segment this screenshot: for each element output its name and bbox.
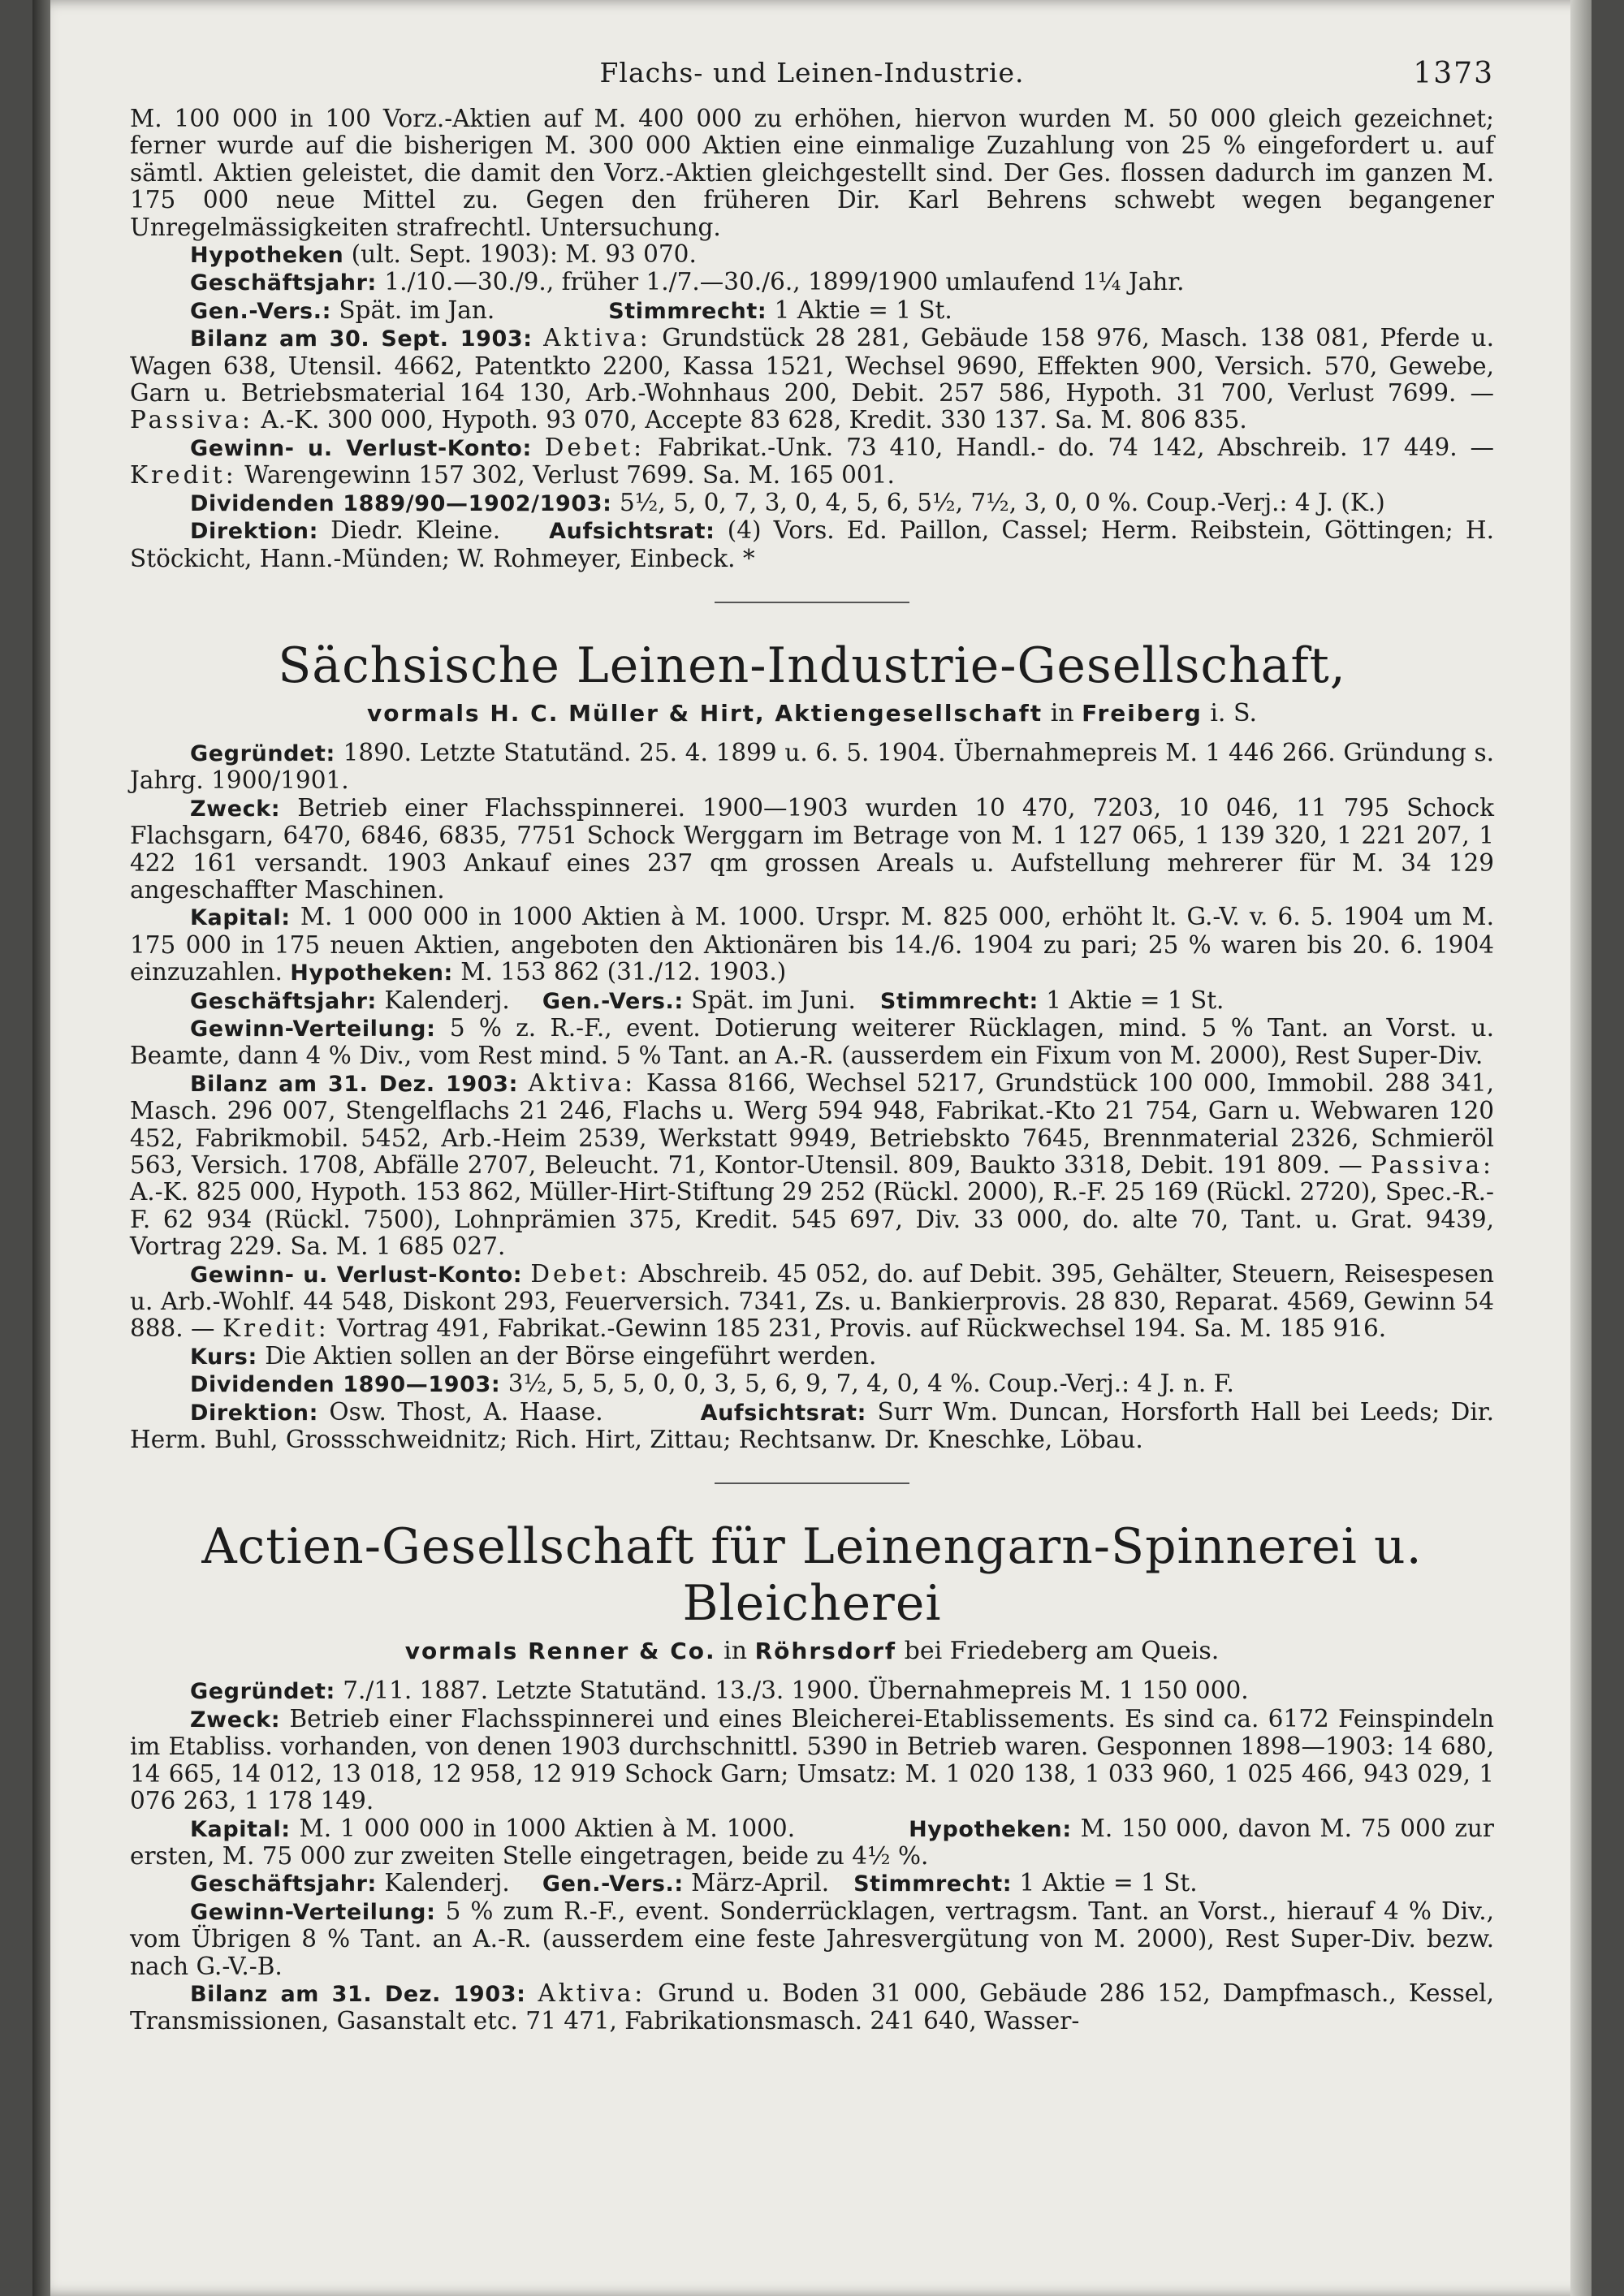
label-zweck: Zweck: bbox=[190, 796, 281, 822]
aktiva-word: Aktiva: bbox=[543, 324, 651, 352]
bilanz-aktiva-text: Grund u. Boden 31 000, Gebäude 286 152, Dampfmasch., Kessel, Transmissionen, Gasanstalt etc. 71 471, Fabrikationsmasch. 241 640, Wasser- bbox=[130, 1979, 1494, 2035]
kredit-word: Kredit: bbox=[222, 1314, 330, 1343]
label-kapital: Kapital: bbox=[190, 1816, 291, 1842]
section-divider bbox=[715, 1482, 909, 1484]
section-divider bbox=[715, 602, 909, 603]
label-gegruendet: Gegründet: bbox=[190, 1679, 335, 1705]
guv-debet-text: Fabrikat.-Unk. 73 410, Handl.- do. 74 142, Abschreib. 17 449. — bbox=[645, 433, 1494, 461]
dividenden-line bbox=[130, 1370, 1494, 1398]
company-title: Actien-Gesellschaft für Leinengarn-Spinnerei u. Bleicherei bbox=[201, 1518, 1423, 1633]
genvers-text: März-April. bbox=[683, 1869, 830, 1897]
kapital-paragraph bbox=[130, 904, 1494, 986]
guv-paragraph bbox=[130, 1261, 1494, 1343]
geschaeftsjahr-line bbox=[130, 987, 1494, 1015]
geschaeftsjahr-text: Kalenderj. bbox=[376, 1869, 510, 1897]
zweck-paragraph bbox=[130, 795, 1494, 904]
subtitle-former-name: vormals Renner & Co. bbox=[404, 1638, 716, 1665]
direktion-text: Osw. Thost, A. Haase. bbox=[317, 1397, 603, 1426]
label-genvers: Gen.-Vers.: bbox=[542, 1871, 684, 1897]
label-geschaeftsjahr: Geschäftsjahr: bbox=[190, 270, 377, 296]
direktion-paragraph bbox=[130, 1399, 1494, 1454]
subtitle-city: Freiberg bbox=[1082, 699, 1203, 727]
aufsichtsrat-text: (4) Vors. Ed. Paillon, Cassel; Herm. Reibstein, Göttingen; H. Stöckicht, Hann.-Münden; W. Rohmeyer, Einbeck. * bbox=[130, 516, 1494, 572]
label-dividenden: Dividenden 1890—1903: bbox=[190, 1372, 501, 1398]
bilanz-paragraph bbox=[130, 1980, 1494, 2035]
intro-paragraph: M. 100 000 in 100 Vorz.-Aktien auf M. 400 000 zu erhöhen, hiervon wurden M. 50 000 gleich gezeichnet; ferner wurde auf die bisherigen M. 300 000 Aktien eine einmalige Zuzahlung von 25 % eingefordert u. auf sämtl. Aktien geleistet, die damit den Vorz.-Aktien gleichgestellt sind. Der Ges. flossen dadurch im ganzen M. 175 000 neue Mittel zu. Gegen den früheren Dir. Karl Behrens schwebt wegen begangener Unregelmässigkeiten strafrechtl. Untersuchung. bbox=[130, 105, 1494, 241]
label-direktion: Direktion: bbox=[190, 519, 318, 545]
zweck-text: Betrieb einer Flachsspinnerei und eines Bleicherei-Etablissements. Es sind ca. 6172 Feinspindeln im Etabliss. vorhanden, von denen 1903 durchschnittl. 5390 in Betrieb waren. Gesponnen 1898—1903: 14 680, 14 665, 14 012, 13 018, 12 958, 12 919 Schock Garn; Umsatz: M. 1 020 138, 1 033 960, 1 025 466, 943 029, 1 076 263, 1 178 149. bbox=[130, 1704, 1494, 1815]
aktiva-word: Aktiva: bbox=[528, 1068, 637, 1097]
label-bilanz: Bilanz am 31. Dez. 1903: bbox=[190, 1071, 518, 1097]
guv-kredit-text: Warengewinn 157 302, Verlust 7699. Sa. M. 165 001. bbox=[236, 461, 895, 490]
genvers-text: Spät. im Juni. bbox=[683, 986, 856, 1014]
gegruendet-text: 1890. Letzte Statutänd. 25. 4. 1899 u. 6. 5. 1904. Übernahmepreis M. 1 446 266. Gründung s. Jahrg. 1900/1901. bbox=[130, 738, 1494, 795]
geschaeftsjahr-line bbox=[130, 1870, 1494, 1897]
label-dividenden: Dividenden 1889/90—1902/1903: bbox=[190, 490, 612, 516]
label-hypotheken: Hypotheken: bbox=[290, 960, 453, 986]
company-title: Sächsische Leinen-Industrie-Gesellschaft, bbox=[278, 637, 1346, 694]
aktiva-word: Aktiva: bbox=[538, 1979, 646, 2007]
genvers-line bbox=[130, 297, 1494, 325]
running-title: Flachs- und Leinen-Industrie. bbox=[599, 57, 1025, 88]
label-guv: Gewinn- u. Verlust-Konto: bbox=[190, 1262, 523, 1288]
stimmrecht-text: 1 Aktie = 1 St. bbox=[1038, 986, 1224, 1014]
label-hypotheken: Hypotheken bbox=[190, 243, 344, 269]
kapital-paragraph bbox=[130, 1815, 1494, 1871]
label-gewinnverteilung: Gewinn-Verteilung: bbox=[190, 1016, 436, 1042]
subtitle-suffix: bei Friedeberg am Queis. bbox=[896, 1637, 1220, 1666]
subtitle-in: in bbox=[715, 1637, 755, 1666]
label-aufsichtsrat: Aufsichtsrat: bbox=[700, 1400, 867, 1426]
gegruendet-text: 7./11. 1887. Letzte Statutänd. 13./3. 1900. Übernahmepreis M. 1 150 000. bbox=[335, 1677, 1249, 1705]
label-stimmrecht: Stimmrecht: bbox=[608, 298, 767, 324]
label-genvers: Gen.-Vers.: bbox=[542, 988, 684, 1014]
label-aufsichtsrat: Aufsichtsrat: bbox=[549, 519, 715, 545]
debet-word: Debet: bbox=[530, 1259, 631, 1288]
kurs-line bbox=[130, 1343, 1494, 1370]
bilanz-paragraph bbox=[130, 1070, 1494, 1261]
direktion-paragraph bbox=[130, 517, 1494, 572]
direktion-text: Diedr. Kleine. bbox=[317, 516, 501, 545]
label-hypotheken: Hypotheken: bbox=[909, 1816, 1072, 1842]
page-content bbox=[130, 57, 1494, 2035]
label-zweck: Zweck: bbox=[190, 1707, 281, 1733]
subtitle-city: Röhrsdorf bbox=[754, 1638, 897, 1665]
company-subtitle bbox=[130, 699, 1494, 728]
gewinnverteilung-paragraph bbox=[130, 1015, 1494, 1070]
kredit-word: Kredit: bbox=[130, 461, 237, 490]
stimmrecht-text: 1 Aktie = 1 St. bbox=[1012, 1869, 1198, 1897]
hypotheken-line bbox=[130, 241, 1494, 269]
bilanz-paragraph bbox=[130, 325, 1494, 434]
bilanz-passiva-text: A.-K. 300 000, Hypoth. 93 070, Accepte 83 628, Kredit. 330 137. Sa. M. 806 835. bbox=[253, 406, 1247, 434]
label-bilanz: Bilanz am 31. Dez. 1903: bbox=[190, 1981, 526, 2007]
gewinnverteilung-paragraph bbox=[130, 1898, 1494, 1980]
bilanz-aktiva-text: Grundstück 28 281, Gebäude 158 976, Masch. 138 081, Pferde u. Wagen 638, Utensil. 4662, Patentkto 2200, Kassa 1521, Wechsel 9690, Effekten 900, Versich. 570, Gewebe, Garn u. Betriebsmaterial 164 130, Arb.-Wohnhaus 200, Debit. 257 586, Hypoth. 31 700, Verlust 7699. — bbox=[130, 324, 1494, 408]
label-geschaeftsjahr: Geschäftsjahr: bbox=[190, 988, 377, 1014]
scanned-page bbox=[32, 0, 1592, 2296]
entry-continuation bbox=[130, 106, 1494, 572]
subtitle-in: in bbox=[1043, 698, 1082, 727]
company-subtitle bbox=[130, 1637, 1494, 1666]
guv-debet-text: Abschreib. 45 052, do. auf Debit. 395, Gehälter, Steuern, Reisespesen u. Arb.-Wohlf. 44 548, Diskont 293, Feuerversich. 7341, Zs. u. Bankierprovis. 28 830, Reparat. 4569, Gewinn 54 888. — bbox=[130, 1259, 1494, 1343]
hypotheken-text: M. 153 862 (31./12. 1903.) bbox=[452, 958, 787, 986]
running-header bbox=[130, 57, 1494, 106]
label-guv: Gewinn- u. Verlust-Konto: bbox=[190, 435, 532, 461]
gegruendet-paragraph bbox=[130, 1677, 1494, 1705]
zweck-paragraph bbox=[130, 1706, 1494, 1815]
label-gewinnverteilung: Gewinn-Verteilung: bbox=[190, 1899, 436, 1925]
label-stimmrecht: Stimmrecht: bbox=[879, 988, 1039, 1014]
subtitle-suffix: i. S. bbox=[1202, 698, 1258, 727]
passiva-word: Passiva: bbox=[1370, 1151, 1494, 1179]
zweck-text: Betrieb einer Flachsspinnerei. 1900—1903 wurden 10 470, 7203, 10 046, 11 795 Schock Flachsgarn, 6470, 6846, 6835, 7751 Schock Werggarn im Betrage von M. 1 127 065, 1 139 320, 1 221 207, 1 422 161 versandt. 1903 Ankauf eines 237 qm grossen Areals u. Aufstellung mehrerer für M. 34 129 angeschaffter Maschinen. bbox=[130, 793, 1494, 904]
geschaeftsjahr-text: 1./10.—30./9., früher 1./7.—30./6., 1899/1900 umlaufend 1¼ Jahr. bbox=[376, 268, 1185, 296]
kapital-text: M. 1 000 000 in 1000 Aktien à M. 1000. bbox=[290, 1814, 796, 1842]
geschaeftsjahr-text: Kalenderj. bbox=[376, 986, 510, 1014]
page-edge bbox=[1570, 0, 1592, 2296]
guv-paragraph bbox=[130, 434, 1494, 490]
passiva-word: Passiva: bbox=[130, 406, 254, 434]
hypotheken-text: (ult. Sept. 1903): M. 93 070. bbox=[343, 240, 697, 269]
genvers-text: Spät. im Jan. bbox=[330, 296, 495, 324]
book-gutter bbox=[32, 0, 50, 2296]
gewinnverteilung-text: 5 % zum R.-F., event. Sonderrücklagen, vertragsm. Tant. an Vorst., hierauf 4 % Div., vom Übrigen 8 % Tant. an A.-R. (ausserdem eine feste Jahresvergütung von M. 2000), Rest Super-Div. bezw. nach G.-V.-B. bbox=[130, 1897, 1494, 1980]
label-bilanz: Bilanz am 30. Sept. 1903: bbox=[190, 326, 533, 352]
hypotheken-text: M. 150 000, davon M. 75 000 zur ersten, M. 75 000 zur zweiten Stelle eingetragen, beide zu 4½ %. bbox=[130, 1814, 1495, 1870]
company-entry bbox=[130, 1518, 1494, 2035]
gegruendet-paragraph bbox=[130, 740, 1494, 795]
label-gegruendet: Gegründet: bbox=[190, 740, 335, 766]
dividenden-line bbox=[130, 490, 1494, 517]
stimmrecht-text: 1 Aktie = 1 St. bbox=[767, 296, 952, 324]
bilanz-aktiva-text: Kassa 8166, Wechsel 5217, Grundstück 100 000, Immobil. 288 341, Masch. 296 007, Stengelflachs 21 246, Flachs u. Werg 594 948, Fabrikat.-Kto 21 754, Garn u. Webwaren 120 452, Fabrikmobil. 5452, Arb.-Heim 2539, Werkstatt 9949, Betriebskto 7645, Brennmaterial 2326, Schmieröl 563, Versich. 1708, Abfälle 2707, Beleucht. 71, Kontor-Utensil. 809, Baukto 3318, Debit. 191 809. — bbox=[130, 1068, 1494, 1179]
gewinnverteilung-text: 5 % z. R.-F., event. Dotierung weiterer Rücklagen, mind. 5 % Tant. an Vorst. u. Beamte, dann 4 % Div., vom Rest mind. 5 % Tant. an A.-R. (ausserdem ein Fixum von M. 2000), Rest Super-Div. bbox=[130, 1013, 1494, 1070]
page-number: 1373 bbox=[1413, 57, 1494, 90]
label-genvers: Gen.-Vers.: bbox=[190, 298, 331, 324]
kurs-text: Die Aktien sollen an der Börse eingeführt werden. bbox=[257, 1341, 877, 1370]
dividenden-text: 5½, 5, 0, 7, 3, 0, 4, 5, 6, 5½, 7½, 3, 0, 0 %. Coup.-Verj.: 4 J. (K.) bbox=[611, 488, 1385, 516]
label-kurs: Kurs: bbox=[190, 1344, 257, 1370]
label-direktion: Direktion: bbox=[190, 1400, 318, 1426]
bilanz-passiva-text: A.-K. 825 000, Hypoth. 153 862, Müller-Hirt-Stiftung 29 252 (Rückl. 2000), R.-F. 25 169 (Rückl. 2720), Spec.-R.-F. 62 934 (Rückl. 7500), Lohnprämien 375, Kredit. 545 697, Div. 33 000, do. alte 70, Tant. u. Grat. 9439, Vortrag 229. Sa. M. 1 685 027. bbox=[130, 1178, 1494, 1261]
label-geschaeftsjahr: Geschäftsjahr: bbox=[190, 1871, 377, 1897]
dividenden-text: 3½, 5, 5, 5, 0, 0, 3, 5, 6, 9, 7, 4, 0, 4 %. Coup.-Verj.: 4 J. n. F. bbox=[500, 1370, 1234, 1398]
debet-word: Debet: bbox=[544, 433, 646, 461]
guv-kredit-text: Vortrag 491, Fabrikat.-Gewinn 185 231, Provis. auf Rückwechsel 194. Sa. M. 185 916. bbox=[329, 1314, 1387, 1343]
aufsichtsrat-text: Surr Wm. Duncan, Horsforth Hall bei Leeds; Dir. Herm. Buhl, Grossschweidnitz; Rich. Hirt, Zittau; Rechtsanw. Dr. Kneschke, Löbau. bbox=[130, 1397, 1494, 1454]
company-entry bbox=[130, 637, 1494, 1454]
label-kapital: Kapital: bbox=[190, 905, 291, 931]
kapital-text: M. 1 000 000 in 1000 Aktien à M. 1000. Urspr. M. 825 000, erhöht lt. G.-V. v. 6. 5. 1904 um M. 175 000 in 175 neuen Aktien, angeboten den Aktionären bis 14./6. 1904 zu pari; 25 % waren bis 20. 6. 1904 einzuzahlen. bbox=[130, 903, 1494, 986]
label-stimmrecht: Stimmrecht: bbox=[853, 1871, 1013, 1897]
subtitle-former-name: vormals H. C. Müller & Hirt, Aktiengesellschaft bbox=[366, 699, 1043, 727]
geschaeftsjahr-line bbox=[130, 269, 1494, 296]
